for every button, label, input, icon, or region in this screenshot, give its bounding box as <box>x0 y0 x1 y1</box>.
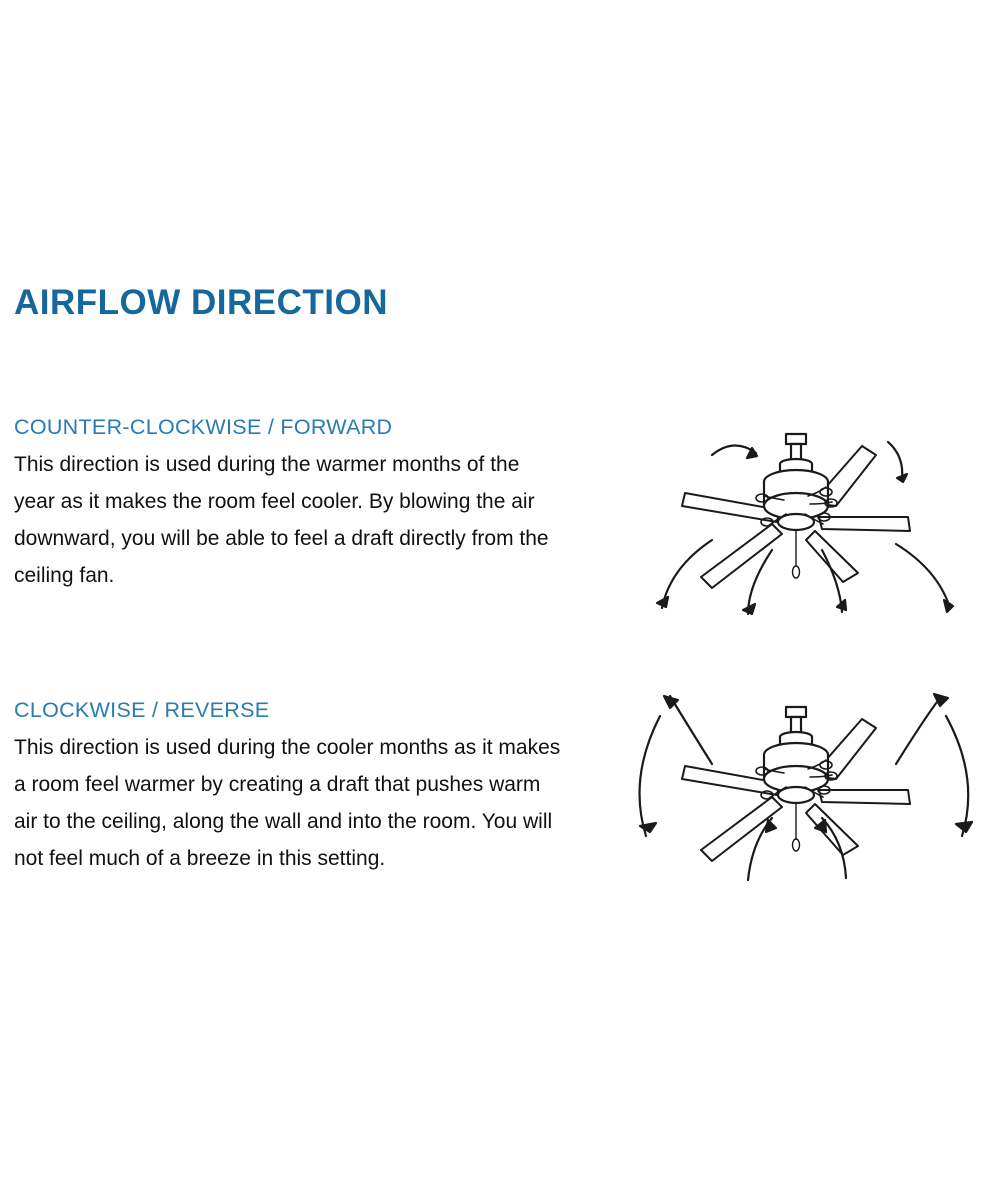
section-heading-clockwise: CLOCKWISE / REVERSE <box>14 698 270 722</box>
page-title: AIRFLOW DIRECTION <box>14 283 389 322</box>
ceiling-fan-counter-clockwise-airflow-diagram <box>600 400 990 660</box>
section-counter-clockwise <box>14 415 574 594</box>
section-body-clockwise: This direction is used during the cooler months as it makes a room feel warmer by creating a draft that pushes warm air to the ceiling, along the wall and into the room. You will not feel much of a breeze in this setting. <box>14 736 561 870</box>
section-body-counter-clockwise: This direction is used during the warmer months of the year as it makes the room feel cooler. By blowing the air downward, you will be able to feel a draft directly from the ceiling fan. <box>14 453 549 587</box>
section-clockwise <box>14 698 574 877</box>
ceiling-fan-clockwise-airflow-diagram <box>600 668 990 913</box>
section-heading-counter-clockwise: COUNTER-CLOCKWISE / FORWARD <box>14 415 393 439</box>
